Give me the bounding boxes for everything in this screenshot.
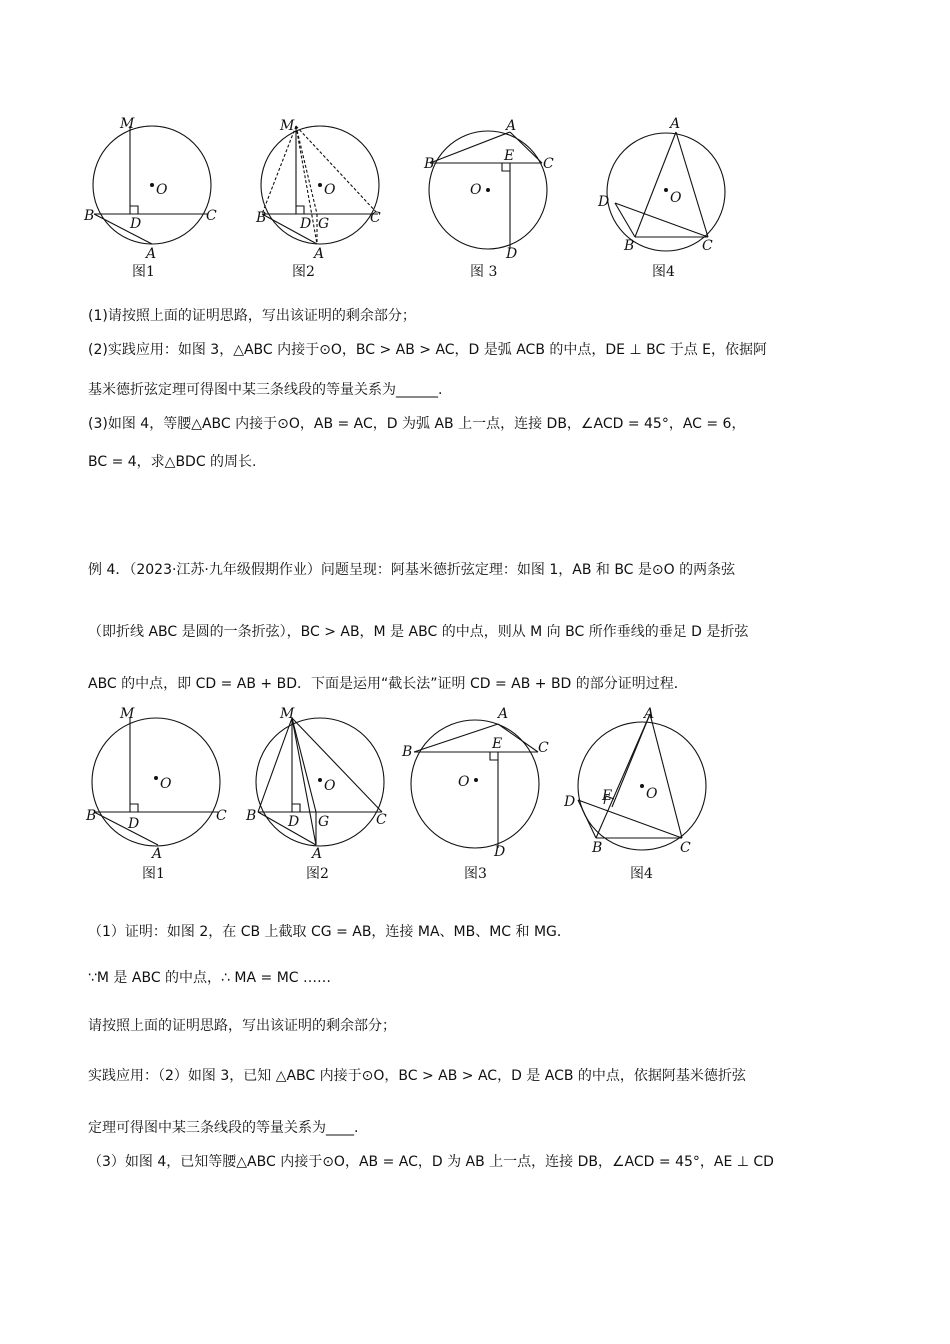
svg-text:D: D (300, 216, 312, 232)
svg-text:D: D (506, 246, 518, 262)
svg-text:A: A (644, 706, 655, 722)
top-fig3-caption: 图 3 (470, 264, 498, 280)
svg-text:G: G (318, 814, 330, 830)
top-fig1-caption: 图1 (132, 264, 155, 280)
svg-text:O: O (670, 190, 682, 206)
svg-text:E: E (504, 148, 515, 164)
example-p2-line1: 实践应用：（2）如图 3，已知 △ABC 内接于⊙O，BC > AB > AC，D 是 ACB 的中点，依据阿基米德折弦 (88, 1068, 746, 1084)
svg-text:A: A (498, 706, 509, 722)
svg-text:M: M (280, 706, 295, 722)
example-line2: （即折线 ABC 是圆的一条折弦），BC > AB，M 是 ABC 的中点，则从 M 向 BC 所作垂线的垂足 D 是折弦 (88, 624, 749, 640)
svg-text:M: M (120, 116, 135, 132)
svg-text:A: A (146, 246, 157, 262)
top-q2-line1: (2)实践应用：如图 3，△ABC 内接于⊙O，BC > AB > AC，D 是弧 ACB 的中点，DE ⊥ BC 于点 E，依据阿 (88, 342, 767, 358)
svg-text:O: O (458, 774, 470, 790)
svg-text:C: C (680, 840, 691, 856)
svg-text:B: B (86, 808, 97, 824)
top-q3-line2: BC = 4，求△BDC 的周长. (88, 454, 257, 470)
example-figures (80, 702, 760, 884)
svg-text:C: C (206, 208, 217, 224)
example-fig3-caption: 图3 (464, 866, 487, 882)
svg-text:A: A (152, 846, 163, 862)
svg-text:C: C (702, 238, 713, 254)
top-fig2-caption: 图2 (292, 264, 315, 280)
example-fig1-caption: 图1 (142, 866, 165, 882)
svg-text:D: D (288, 814, 300, 830)
svg-text:C: C (543, 156, 554, 172)
svg-text:O: O (324, 778, 336, 794)
svg-text:C: C (370, 210, 381, 226)
svg-text:E: E (492, 736, 503, 752)
svg-text:O: O (156, 182, 168, 198)
svg-text:A: A (314, 246, 325, 262)
svg-text:B: B (402, 744, 413, 760)
svg-text:B: B (246, 808, 257, 824)
example-line3: ABC 的中点，即 CD = AB + BD．下面是运用“截长法”证明 CD = AB + BD 的部分证明过程． (88, 676, 688, 692)
example-p2-line2: 定理可得图中某三条线段的等量关系为____. (88, 1120, 359, 1136)
top-q3-line1: (3)如图 4，等腰△ABC 内接于⊙O，AB = AC，D 为弧 AB 上一点，连接 DB，∠ACD = 45°，AC = 6， (88, 416, 746, 432)
svg-text:M: M (120, 706, 135, 722)
svg-text:A: A (506, 118, 517, 134)
svg-text:E: E (602, 788, 613, 804)
example-p1-line2: ∵M 是 ABC 的中点，∴ MA = MC …… (88, 970, 331, 986)
top-fig4-caption: 图4 (652, 264, 675, 280)
svg-text:O: O (160, 776, 172, 792)
svg-text:B: B (256, 210, 267, 226)
svg-text:B: B (84, 208, 95, 224)
svg-text:C: C (538, 740, 549, 756)
svg-text:D: D (494, 844, 506, 860)
example-heading: 例 4．（2023·江苏·九年级假期作业）问题呈现：阿基米德折弦定理：如图 1，AB 和 BC 是⊙O 的两条弦 (88, 562, 736, 578)
example-fig2-caption: 图2 (306, 866, 329, 882)
svg-text:M: M (280, 118, 295, 134)
top-q1: (1)请按照上面的证明思路，写出该证明的剩余部分； (88, 308, 416, 324)
svg-text:O: O (324, 182, 336, 198)
svg-text:A: A (670, 116, 681, 132)
svg-text:D: D (128, 816, 140, 832)
example-p3-line1: （3）如图 4，已知等腰△ABC 内接于⊙O，AB = AC，D 为 AB 上一点，连接 DB，∠ACD = 45°，AE ⊥ CD (88, 1154, 774, 1170)
svg-text:G: G (318, 216, 330, 232)
svg-text:D: D (598, 194, 610, 210)
svg-text:B: B (624, 238, 635, 254)
svg-text:B: B (592, 840, 603, 856)
svg-text:D: D (130, 216, 142, 232)
example-p1-line3: 请按照上面的证明思路，写出该证明的剩余部分； (88, 1018, 396, 1034)
svg-text:O: O (470, 182, 482, 198)
example-fig4-caption: 图4 (630, 866, 653, 882)
svg-text:O: O (646, 786, 658, 802)
svg-text:D: D (564, 794, 576, 810)
svg-text:B: B (424, 156, 435, 172)
example-p1-line1: （1）证明：如图 2，在 CB 上截取 CG = AB，连接 MA、MB、MC 和 MG． (88, 924, 571, 940)
svg-text:C: C (376, 812, 387, 828)
top-figures (80, 110, 760, 280)
svg-text:A: A (312, 846, 323, 862)
top-q2-line2: 基米德折弦定理可得图中某三条线段的等量关系为______. (88, 382, 443, 398)
svg-text:C: C (216, 808, 227, 824)
